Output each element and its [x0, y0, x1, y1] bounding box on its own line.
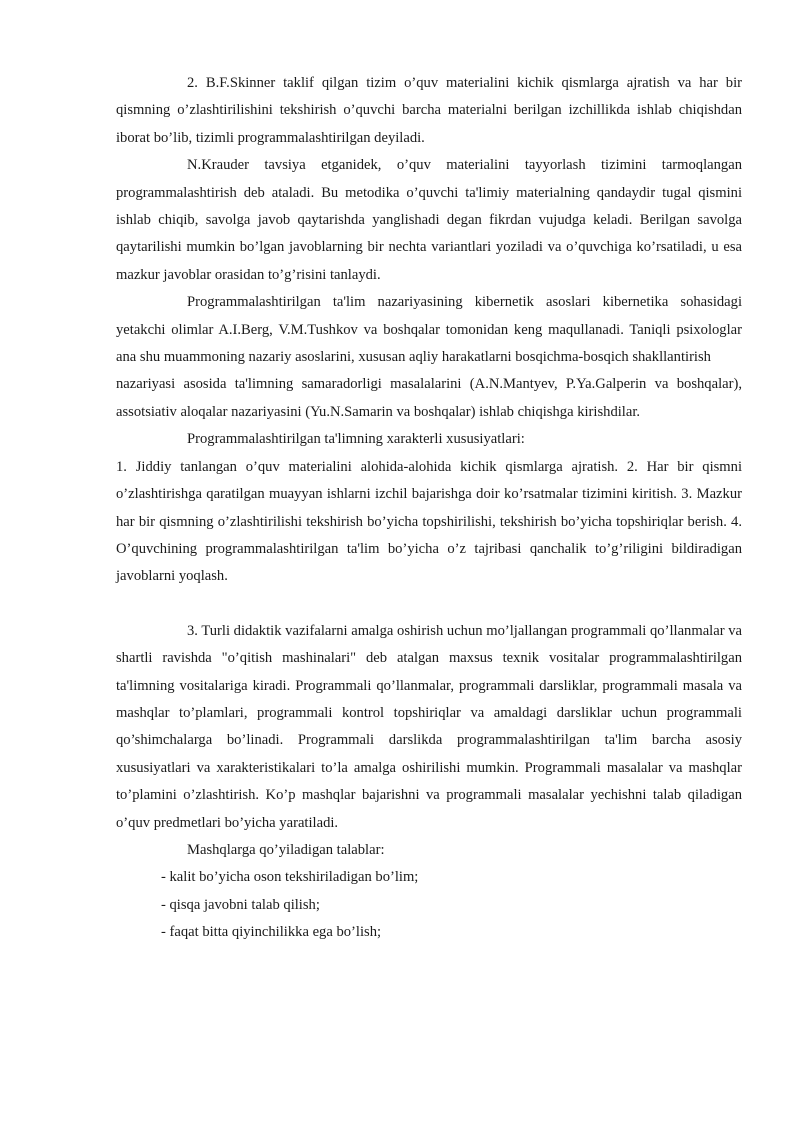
paragraph-krauder: N.Krauder tavsiya etganidek, o’quv materialini tayyorlash tizimini tarmoqlangan programmalashtirish deb ataladi. Bu metodika o’quvchi ta'limiy materialning qandaydir tugal qismini ishlab chiqib, savolga javob qaytarishda yanglishadi degan fikrdan vujudga keladi. Berilgan savolga qaytarilishi mumkin bo’lgan javoblarning bir nechta variantlari yoziladi va o’quvchiga ko’rsatiladi, u esa mazkur javoblar orasidan to’g’risini tanlaydi.: [116, 157, 742, 283]
list-item: - qisqa javobni talab qilish;: [161, 896, 320, 913]
paragraph-programmed-tools: 3. Turli didaktik vazifalarni amalga oshirish uchun mo’ljallangan programmali qo’llanmalar va shartli ravishda "o’qitish mashinalari" deb atalgan maxsus texnik vositalar programmalashtirilgan ta'limning vositalariga kiradi. Programmali qo’llanmalar, programmali darsliklar, programmali masala va mashqlar to’plamlari, programmali kontrol topshiriqlar va amaldagi darsliklar uchun programmali qo’shimchalarga bo’linadi. Programmali darslikda programmalashtirilgan ta'lim barcha asosiy xususiyatlari va xarakteristikalari to’la amalga oshirilishi mumkin. Programmali masalalar va mashqlar to’plamini o’zlashtirish. Ko’p mashqlar bajarishni va programmali masalalar yechishni talab qiladigan o’quv predmetlari bo’yicha yaratiladi.: [116, 622, 742, 831]
list-item: - faqat bitta qiyinchilikka ega bo’lish;: [161, 924, 382, 941]
document-page: [116, 70, 742, 947]
paragraph-features-list: 1. Jiddiy tanlangan o’quv materialini alohida-alohida kichik qismlarga ajratish. 2. Har bir qismni o’zlashtirishga qaratilgan muayyan ishlarni izchil bajarishga doir ko’rsatmalar tizimini kiritish. 3. Mazkur har bir qismning o’zlashtirilishi tekshirish bo’yicha topshirilishi, tekshirish bo’yicha topshiriqlar berish. 4. O’quvchining programmalashtirilgan ta'lim bo’yicha o’z tajribasi qanchalik to’g’riligini bildiradigan javoblarni yoqlash.: [116, 458, 742, 585]
paragraph-requirements-heading: Mashqlarga qo’yiladigan talablar:: [187, 841, 385, 858]
paragraph-theory-continuation: nazariyasi asosida ta'limning samaradorligi masalalarini (A.N.Mantyev, P.Ya.Galperin va boshqalar), assotsiativ aloqalar nazariyasini (Yu.N.Samarin va boshqalar) ishlab chiqishga kirishdilar.: [116, 376, 742, 420]
paragraph-spacer: [116, 591, 742, 618]
paragraph-features-heading: Programmalashtirilgan ta'limning xarakterli xususiyatlari:: [187, 431, 525, 448]
paragraph-cybernetic-basis: Programmalashtirilgan ta'lim nazariyasining kibernetik asoslari kibernetika sohasidagi yetakchi olimlar A.I.Berg, V.M.Tushkov va boshqalar tomonidan keng maqullanadi. Taniqli psixologlar ana shu muammoning nazariy asoslarini, xususan aqliy harakatlarni bosqichma-bosqich shakllantirish: [116, 294, 742, 366]
paragraph-skinner: 2. B.F.Skinner taklif qilgan tizim o’quv materialini kichik qismlarga ajratish va har bir qismning o’zlashtirilishini tekshirish o’quvchi barcha materialni berilgan izchillikda ishlab chiqishdan iborat bo’lib, tizimli programmalashtirilgan deyiladi.: [116, 75, 742, 146]
list-item: - kalit bo’yicha oson tekshiriladigan bo’lim;: [161, 869, 419, 886]
